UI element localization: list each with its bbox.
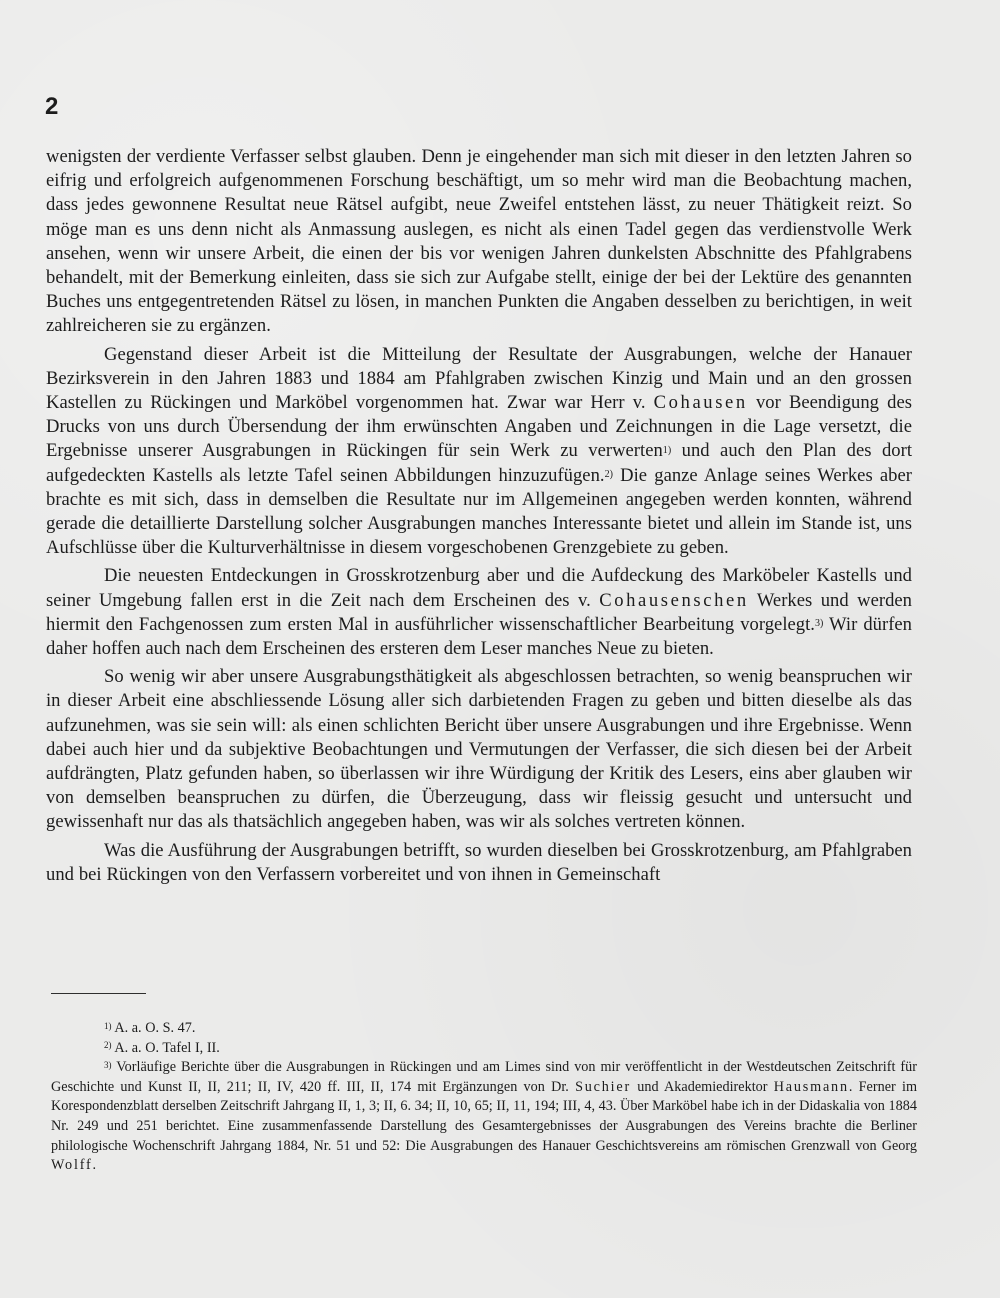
paragraph-1-text: wenigsten der verdiente Verfasser selbst glauben. Denn je eingehender man sich mit dieser in den letzten Jahren so eifrig und erfolgreich aufgenommenen Forschung beschäftigt, um so mehr wird man die Beobachtung machen, dass jedes gewonnene Resultat neue Rätsel aufgibt, neue Zweifel entstehen lässt, zu neuer Thätigkeit reizt. So möge man es uns denn nicht als Anmassung auslegen, es nicht als einen Tadel gegen das verdienstvolle Werk ansehen, wenn wir unsere Arbeit, die einen der bis vor wenigen Jahren dunkelsten Abschnitte des Pfahlgrabens behandelt, mit der Bemerkung einleiten, dass sie sich zur Aufgabe stellt, einige der bei der Lektüre des genannten Buches uns entgegentretenden Rätsel zu lösen, in manchen Punkten die Angaben desselben zu berichtigen, in weit zahlreicheren sie zu ergänzen. [46,146,912,337]
paragraph-2-text-a: Gegenstand dieser Arbeit ist die Mitteilung der Resultate der Ausgrabungen, welche der Hanauer Bezirksverein in den Jahren 1883 und 1884 am Pfahlgraben zwischen Kinzig und Main und an den grossen Kastellen zu Rückingen und Marköbel vorgenommen hat. Zwar war Herr v. [46,343,912,414]
person-name-suchier: Suchier [575,1078,632,1095]
paragraph-4-text: So wenig wir aber unsere Ausgrabungsthätigkeit als abgeschlossen betrachten, so wenig beanspruchen wir in dieser Arbeit eine abschliessende Lösung aller sich darbietenden Fragen zu geben und bitten dieselbe als das aufzunehmen, was sie sein will: als einen schlichten Bericht über unsere Ausgrabungen und ihre Ergebnisse. Wenn dabei auch hier und da subjektive Beobachtungen und Vermutungen der Verfasser, die sich diesen bei der Arbeit aufdrängten, Platz gefunden haben, so überlassen wir ihre Würdigung der Kritik des Lesers, eins aber glauben wir von demselben beanspruchen zu dürfen, die Überzeugung, dass wir fleissig gesucht und untersucht und gewissenhaft nur das als thatsächlich angegeben haben, was wir als solches vertreten können. [46,666,912,833]
footnote-reference-3: 3) [814,618,824,630]
paragraph-2-text-c: und auch den Plan des dort aufgedeckten Kastells als letzte Tafel seinen Abbildungen hinzuzufügen. [46,440,913,486]
paragraph-2-text-d: Die ganze Anlage seines Werkes aber brachte es mit sich, dass in demselben die Resultate nur im Allgemeinen angegeben werden konnten, während gerade die detaillierte Darstellung solcher Ausgrabungen manches Interessante bietet und allein im Stande ist, uns Aufschlüsse über die Kulturverhältnisse in diesem vorgeschobenen Grenzgebiete zu geben. [46,464,912,559]
paragraph-3-text-c: Wir dürfen daher hoffen auch nach dem Erscheinen des ersteren dem Leser manches Neue zu bieten. [46,613,912,660]
footnote-3 [51,1058,917,1176]
paragraph-1 [46,145,912,339]
footnote-3-text-a: Vorläufige Berichte über die Ausgrabungen in Rückingen und am Limes sind von mir veröffentlicht in der Westdeutschen Zeitschrift für Geschichte und Kunst II, II, 211; II, IV, 420 ff. III, II, 174 mit Ergänzungen von Dr. [51,1059,917,1095]
paragraph-2-text-b: vor Beendigung des Drucks von uns durch Übersendung der ihm erwünschten Angaben und Zeichnungen in die Lage versetzt, die Ergebnisse unserer Ausgrabungen in Rückingen für sein Werk zu verwerten [46,392,912,462]
paragraph-3 [46,564,912,661]
footnote-separator [51,993,146,994]
adjective-cohausenschen: Cohausenschen [599,589,749,611]
footnote-2-text: A. a. O. Tafel I, II. [114,1039,220,1056]
footnote-1 [51,1019,917,1039]
paragraph-5 [46,839,912,887]
paragraph-3-text-b: Werkes und werden hiermit den Fachgenossen zum ersten Mal in ausführlicher wissenschaftlicher Bearbeitung vorgelegt. [46,589,912,635]
person-name-wolff: Wolff [51,1157,93,1174]
footnote-1-text: A. a. O. S. 47. [114,1020,196,1036]
footnote-reference-1: 1) [662,444,672,456]
person-name-hausmann: Hausmann [773,1078,849,1095]
footnote-marker-1: 1) [104,1020,112,1031]
footnotes [51,1019,917,1176]
body-text [46,145,912,887]
footnote-3-text-b: und Akademiedirektor [631,1078,774,1095]
footnote-2 [51,1039,917,1059]
paragraph-3-text-a: Die neuesten Entdeckungen in Grosskrotzenburg aber und die Aufdeckung des Marköbeler Kastells und seiner Umgebung fallen erst in die Zeit nach dem Erscheinen des v. [46,565,912,611]
paragraph-4 [46,665,912,834]
footnote-3-text-d: . [92,1157,97,1174]
paragraph-5-text: Was die Ausführung der Ausgrabungen betrifft, so wurden dieselben bei Grosskrotzenburg, am Pfahlgraben und bei Rückingen von den Verfassern vorbereitet und von ihnen in Gemeinschaft [46,839,912,885]
paragraph-2 [46,343,912,561]
page-number: 2 [45,93,59,120]
footnote-marker-2: 2) [104,1040,112,1051]
footnote-reference-2: 2) [604,469,613,481]
footnote-3-text-c: . Ferner im Korespondenzblatt derselben Zeitschrift Jahrgang II, 1, 3; II, 6. 34; II, 10, 65; II, 11, 194; III, 4, 43. Über Marköbel habe ich in der Didaskalia von 1884 Nr. 249 und 251 berichtet. Eine zusammenfassende Darstellung des Gesamtergebnisses der Ausgrabungen des Vereins brachte die Berliner philologische Wochenschrift Jahrgang 1884, Nr. 51 und 52: Die Ausgrabungen des Hanauer Geschichtsvereins am römischen Grenzwall von Georg [51,1078,917,1154]
person-name-cohausen: Cohausen [653,392,748,414]
footnote-marker-3: 3) [104,1060,112,1071]
